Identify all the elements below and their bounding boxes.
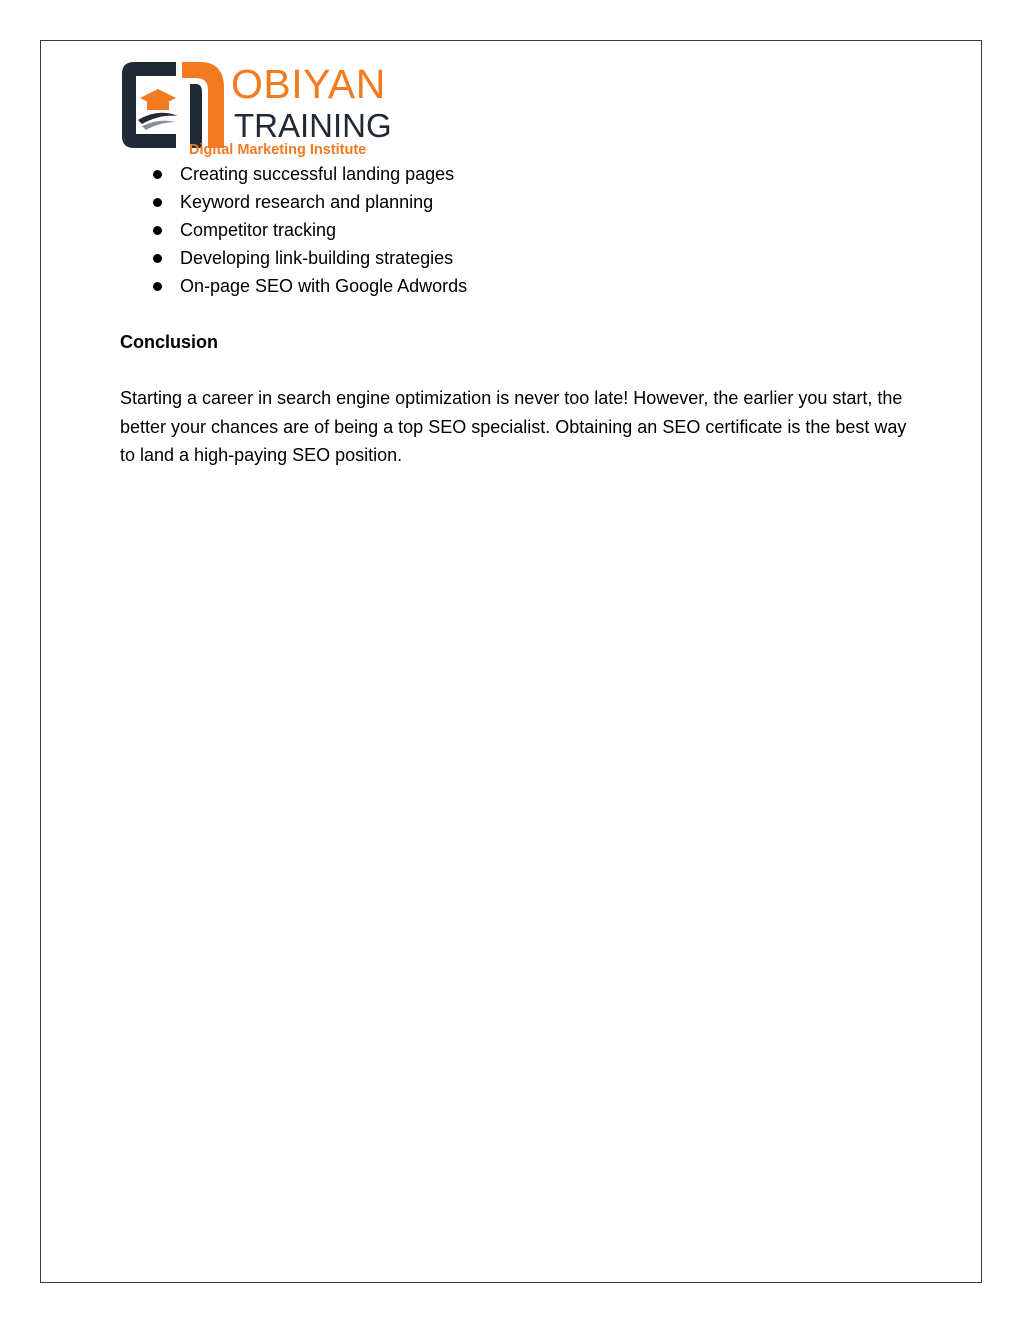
logo-word-obiyan: OBIYAN bbox=[231, 61, 386, 107]
list-item bbox=[120, 244, 920, 272]
list-item-text: Keyword research and planning bbox=[180, 192, 434, 212]
document-body bbox=[120, 160, 920, 470]
logo-tagline: Digital Marketing Institute bbox=[189, 142, 367, 158]
bullet-icon bbox=[153, 226, 162, 235]
logo-word-training: TRAINING bbox=[234, 107, 392, 144]
list-item bbox=[120, 160, 920, 188]
list-item bbox=[120, 188, 920, 216]
bullet-icon bbox=[153, 170, 162, 179]
list-item bbox=[120, 272, 920, 300]
obiyan-training-logo bbox=[120, 58, 390, 162]
bullet-icon bbox=[153, 282, 162, 291]
bullet-icon bbox=[153, 254, 162, 263]
section-heading-conclusion: Conclusion bbox=[120, 332, 218, 352]
list-item-text: On-page SEO with Google Adwords bbox=[180, 276, 468, 296]
list-item-text: Competitor tracking bbox=[180, 220, 337, 240]
list-item bbox=[120, 216, 920, 244]
bullet-icon bbox=[153, 198, 162, 207]
logo-mark-icon bbox=[120, 58, 230, 154]
list-item-text: Developing link-building strategies bbox=[180, 248, 454, 268]
bullet-list bbox=[120, 160, 920, 300]
list-item-text: Creating successful landing pages bbox=[180, 164, 455, 184]
conclusion-paragraph: Starting a career in search engine optimization is never too late! However, the earlier you start, the better your chances are of being a top SEO specialist. Obtaining an SEO certificate is the best way to land a high-paying SEO position. bbox=[120, 388, 907, 465]
